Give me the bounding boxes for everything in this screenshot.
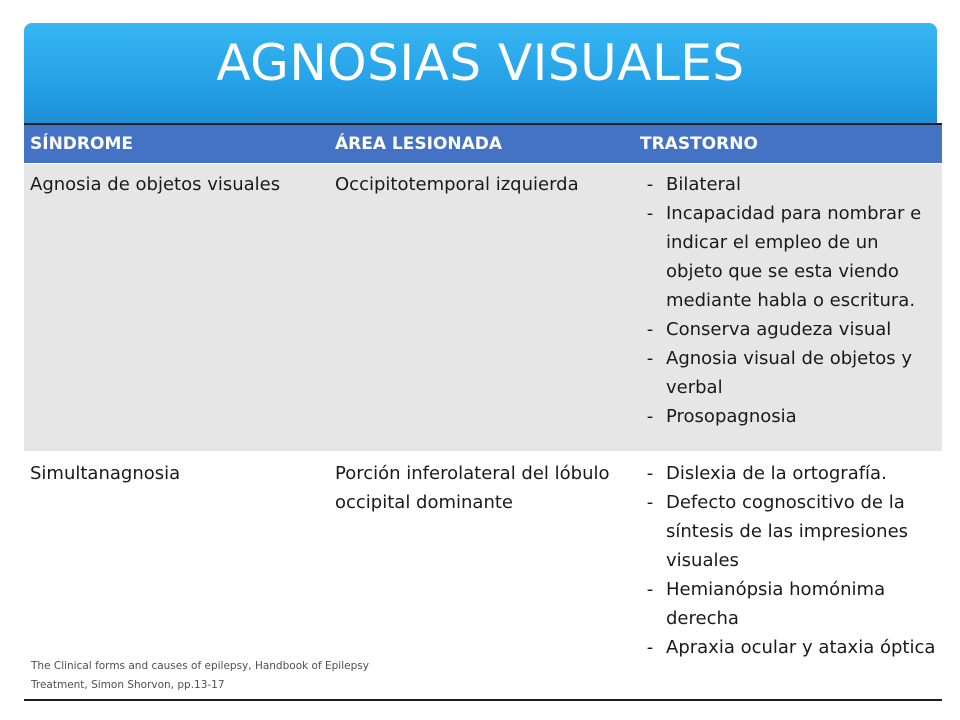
cell-trastorno — [634, 452, 942, 700]
table-row — [24, 164, 942, 453]
slide-title: AGNOSIAS VISUALES — [216, 34, 745, 92]
list-item: - Agnosia visual de objetos y verbal — [640, 344, 936, 402]
dash-marker: - — [646, 492, 654, 513]
list-item: - Dislexia de la ortografía. — [640, 459, 936, 488]
dash-marker: - — [646, 174, 654, 195]
dash-marker: - — [646, 406, 654, 427]
dash-marker: - — [646, 637, 654, 658]
dash-marker: - — [646, 348, 654, 369]
list-item: - Defecto cognoscitivo de la síntesis de las impresiones visuales — [640, 488, 936, 575]
list-item: - Prosopagnosia — [640, 402, 936, 431]
header-sindrome: SÍNDROME — [24, 124, 329, 164]
dash-marker: - — [646, 203, 654, 224]
dash-marker: - — [646, 319, 654, 340]
dash-marker: - — [646, 579, 654, 600]
agnosias-table — [24, 123, 942, 701]
cell-sindrome: Simultanagnosia — [24, 452, 329, 700]
trastorno-list — [640, 170, 936, 431]
list-item: - Conserva agudeza visual — [640, 315, 936, 344]
cell-area: Occipitotemporal izquierda — [329, 164, 634, 453]
cell-trastorno — [634, 164, 942, 453]
header-trastorno: TRASTORNO — [634, 124, 942, 164]
cell-area: Porción inferolateral del lóbulo occipital dominante — [329, 452, 634, 700]
list-item: - Hemianópsia homónima derecha — [640, 575, 936, 633]
table-header-row — [24, 124, 942, 164]
cell-sindrome: Agnosia de objetos visuales — [24, 164, 329, 453]
citation-text: The Clinical forms and causes of epilepsy, Handbook of Epilepsy Treatment, Simon Shorvon, pp.13-17 — [31, 660, 369, 691]
list-item: - Apraxia ocular y ataxia óptica — [640, 633, 936, 662]
trastorno-list — [640, 459, 936, 662]
header-area-lesionada: ÁREA LESIONADA — [329, 124, 634, 164]
list-item: - Bilateral — [640, 170, 936, 199]
title-banner — [24, 23, 937, 123]
list-item: - Incapacidad para nombrar e indicar el empleo de un objeto que se esta viendo mediante habla o escritura. — [640, 199, 936, 315]
dash-marker: - — [646, 463, 654, 484]
